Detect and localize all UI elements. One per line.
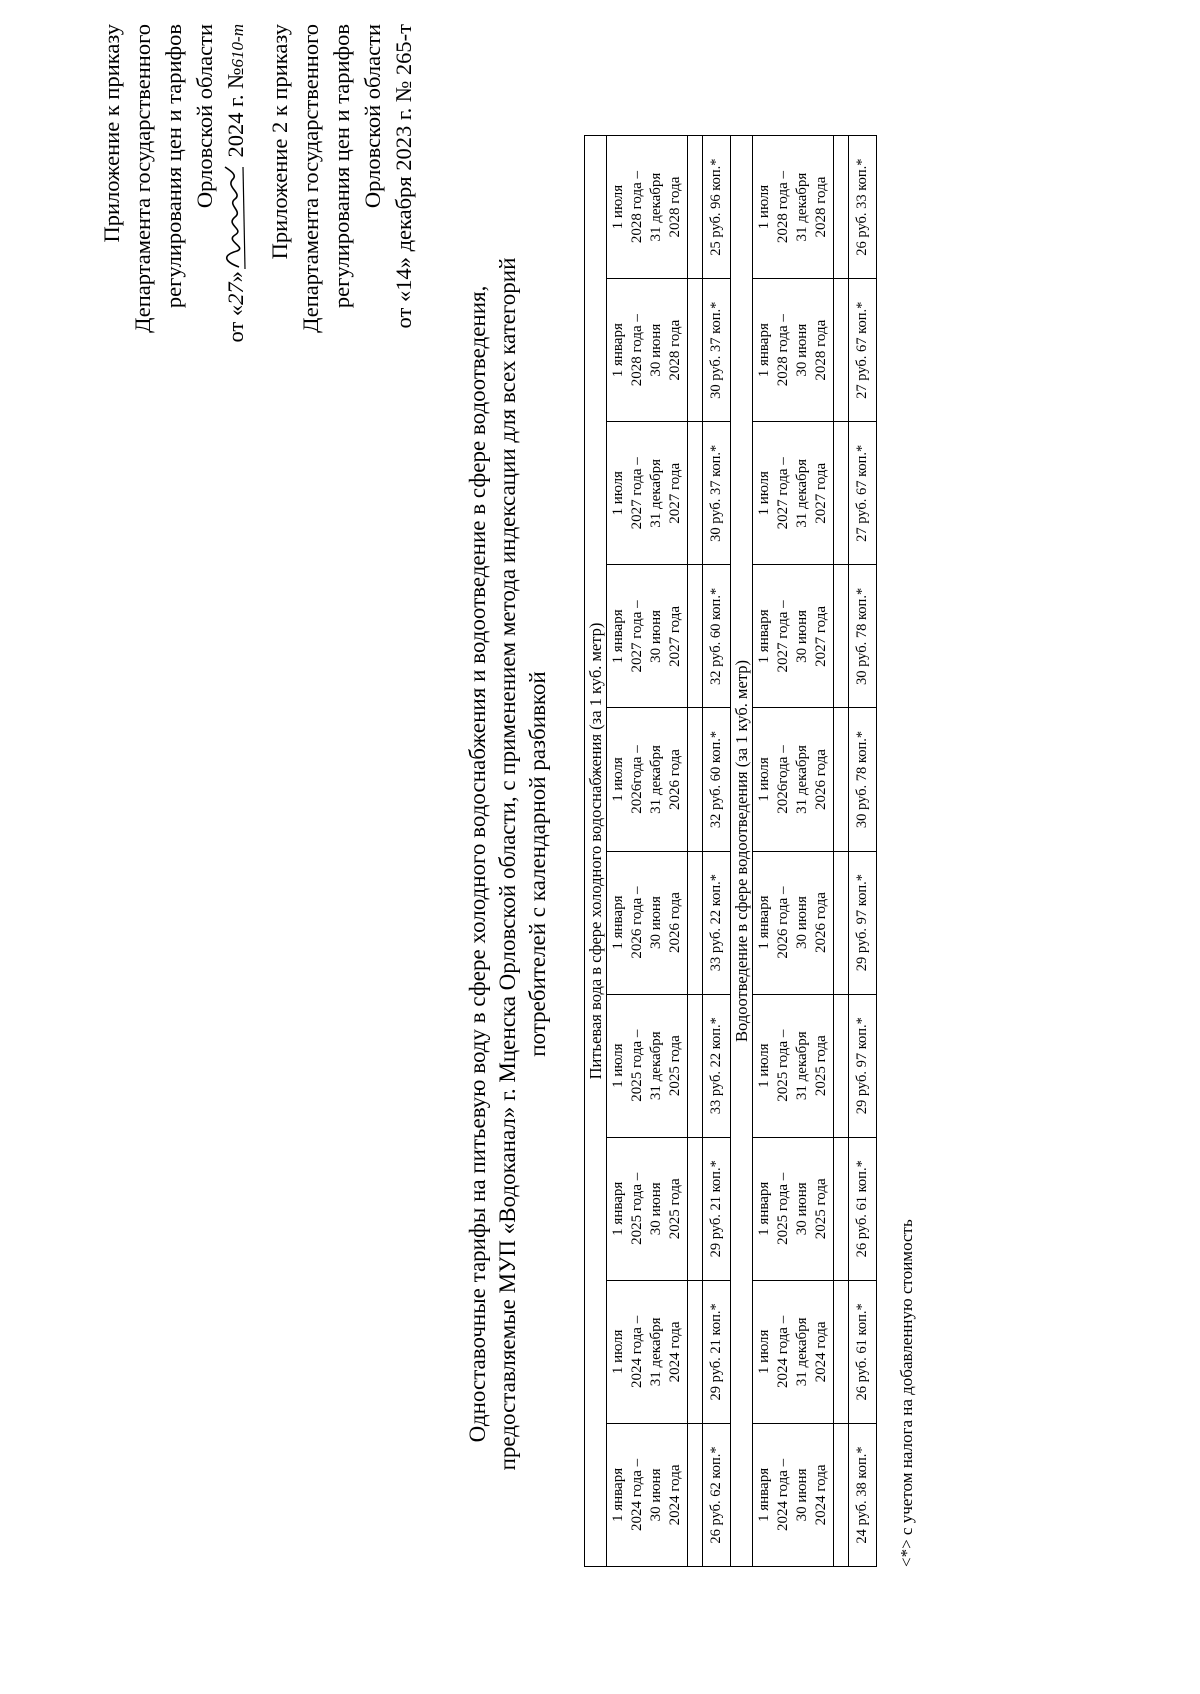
period-line: 1 июля <box>756 1043 772 1088</box>
spacer-cell <box>834 565 849 708</box>
period-cell <box>607 279 688 422</box>
period-line: 31 декабря <box>794 172 810 242</box>
price-cell: 32 руб. 60 коп.* <box>703 708 731 851</box>
price-cell: 26 руб. 61 коп.* <box>849 1280 877 1423</box>
price-cell: 27 руб. 67 коп.* <box>849 422 877 565</box>
spacer-cell <box>834 708 849 851</box>
header-line: регулирования цен и тарифов <box>329 24 354 309</box>
period-line: 30 июня <box>794 1182 810 1236</box>
price-cell: 27 руб. 67 коп.* <box>849 279 877 422</box>
title-line: Одноставочные тарифы на питьевую воду в сфере холодного водоснабжения и водоотведение в сфере водоотведения, <box>465 285 490 1443</box>
spacer-cell <box>688 708 703 851</box>
period-cell <box>753 994 834 1137</box>
period-cell <box>607 422 688 565</box>
period-cell <box>753 1280 834 1423</box>
period-cell <box>607 1137 688 1280</box>
period-line: 2025 года <box>813 1178 829 1240</box>
period-line: 2026 года <box>667 749 683 810</box>
period-line: 1 января <box>756 1181 772 1236</box>
period-line: 1 января <box>610 323 626 378</box>
period-cell <box>753 1137 834 1280</box>
period-line: 30 июня <box>794 323 810 377</box>
spacer-cell <box>688 1137 703 1280</box>
spacer-cell <box>834 422 849 565</box>
period-line: 31 декабря <box>648 1031 664 1101</box>
period-cell <box>753 422 834 565</box>
period-line: 1 января <box>756 323 772 378</box>
period-line: 1 июля <box>756 757 772 802</box>
period-line: 2024 года <box>667 1464 683 1526</box>
period-line: 1 июля <box>610 184 626 230</box>
period-cell <box>607 851 688 994</box>
period-line: 2026 года <box>667 892 683 954</box>
period-cell <box>753 851 834 994</box>
period-line: 2024 года – <box>629 1458 645 1532</box>
previous-order-header <box>264 24 419 444</box>
period-line: 2024 года <box>813 1464 829 1526</box>
period-line: 31 декабря <box>794 745 810 814</box>
price-row <box>849 136 877 1567</box>
period-line: 2024 года – <box>775 1315 791 1388</box>
price-cell: 29 руб. 21 коп.* <box>703 1137 731 1280</box>
spacer-cell <box>688 851 703 994</box>
handwritten-month <box>221 163 249 271</box>
period-line: 30 июня <box>794 1468 810 1522</box>
period-line: 2027 года <box>813 605 829 667</box>
period-line: 1 января <box>756 609 772 664</box>
price-cell: 30 руб. 37 коп.* <box>703 279 731 422</box>
period-line: 2025 года <box>813 1035 829 1097</box>
period-line: 2026 года <box>813 749 829 810</box>
price-cell: 26 руб. 33 коп.* <box>849 136 877 279</box>
period-line: 2028 года – <box>775 314 791 387</box>
period-line: 2025 года – <box>629 1029 645 1102</box>
spacer-row <box>834 136 849 1567</box>
period-cell <box>607 1280 688 1423</box>
period-line: 2028 года <box>667 319 683 381</box>
period-line: 1 июля <box>756 1329 772 1375</box>
spacer-cell <box>834 1423 849 1566</box>
period-line: 31 декабря <box>648 745 664 814</box>
period-line: 2028 года – <box>629 171 645 244</box>
period-line: 2027 года <box>667 605 683 667</box>
period-line: 2027 года – <box>629 457 645 530</box>
period-line: 1 июля <box>610 1329 626 1375</box>
price-cell: 33 руб. 22 коп.* <box>703 994 731 1137</box>
period-cell <box>607 565 688 708</box>
period-cell <box>607 1423 688 1566</box>
price-cell: 30 руб. 37 коп.* <box>703 422 731 565</box>
period-line: 2026года – <box>629 745 645 814</box>
period-line: 2028 года <box>667 176 683 238</box>
section-title: Водоотведение в сфере водоотведения (за 1 куб. метр) <box>731 136 753 1567</box>
period-cell <box>753 708 834 851</box>
period-line: 30 июня <box>648 609 664 663</box>
period-line: 2027 года <box>813 462 829 524</box>
period-line: 1 января <box>610 609 626 664</box>
period-line: 30 июня <box>648 323 664 377</box>
section-title: Питьевая вода в сфере холодного водоснабжения (за 1 куб. метр) <box>585 136 607 1567</box>
header-line: от «14» декабря 2023 г. № 265-т <box>391 24 416 329</box>
spacer-cell <box>688 565 703 708</box>
header-line: Департамента государственного <box>298 24 323 333</box>
period-line: 1 июля <box>610 471 626 516</box>
period-line: 31 декабря <box>648 458 664 528</box>
period-line: 2024 года – <box>775 1458 791 1532</box>
period-line: 1 января <box>610 895 626 950</box>
spacer-cell <box>688 1423 703 1566</box>
period-cell <box>607 136 688 279</box>
spacer-cell <box>834 994 849 1137</box>
period-line: 30 июня <box>648 896 664 950</box>
price-cell: 33 руб. 22 коп.* <box>703 851 731 994</box>
period-row <box>753 136 834 1567</box>
handwritten-number: 610-т <box>228 24 247 68</box>
title-line: потребителей с календарной разбивкой <box>525 671 550 1057</box>
period-line: 31 декабря <box>794 1317 810 1387</box>
period-cell <box>607 708 688 851</box>
spacer-cell <box>834 1280 849 1423</box>
period-cell <box>607 994 688 1137</box>
price-cell: 26 руб. 62 коп.* <box>703 1423 731 1566</box>
period-line: 1 января <box>610 1181 626 1236</box>
period-line: 30 июня <box>794 609 810 663</box>
period-row <box>607 136 688 1567</box>
period-line: 31 декабря <box>648 1317 664 1387</box>
period-line: 2025 года – <box>629 1172 645 1245</box>
footnote: <*> с учетом налога на добавленную стоимость <box>897 1219 916 1567</box>
period-line: 2026года – <box>775 745 791 814</box>
period-line: 31 декабря <box>794 458 810 528</box>
price-cell: 29 руб. 97 коп.* <box>849 851 877 994</box>
header-line: Орловской области <box>360 24 385 209</box>
spacer-cell <box>688 422 703 565</box>
period-line: 2027 года <box>667 462 683 524</box>
header-date-line: от «27» 2024 г. №610-т <box>223 24 248 343</box>
period-line: 2025 года <box>667 1178 683 1240</box>
period-line: 2027 года – <box>775 600 791 673</box>
period-cell <box>753 1423 834 1566</box>
price-cell: 30 руб. 78 коп.* <box>849 708 877 851</box>
price-cell: 24 руб. 38 коп.* <box>849 1423 877 1566</box>
price-row <box>703 136 731 1567</box>
spacer-cell <box>834 279 849 422</box>
spacer-cell <box>688 1280 703 1423</box>
tariff-table <box>584 135 877 1567</box>
section-title-row <box>585 136 607 1567</box>
header-line: Орловской области <box>192 24 217 209</box>
period-line: 2027 года – <box>629 600 645 673</box>
section-title-row <box>731 136 753 1567</box>
period-line: 2024 года – <box>629 1315 645 1388</box>
period-line: 1 января <box>756 895 772 950</box>
spacer-cell <box>834 851 849 994</box>
price-cell: 26 руб. 61 коп.* <box>849 1137 877 1280</box>
spacer-cell <box>834 1137 849 1280</box>
period-line: 2024 года <box>667 1321 683 1383</box>
price-cell: 30 руб. 78 коп.* <box>849 565 877 708</box>
header-line: Приложение к приказу <box>99 24 124 243</box>
price-cell: 29 руб. 21 коп.* <box>703 1280 731 1423</box>
period-line: 1 января <box>610 1467 626 1523</box>
header-line: регулирования цен и тарифов <box>161 24 186 309</box>
period-line: 2028 года – <box>629 314 645 387</box>
period-cell <box>753 136 834 279</box>
price-cell: 32 руб. 60 коп.* <box>703 565 731 708</box>
period-line: 2027 года – <box>775 457 791 530</box>
spacer-cell <box>688 136 703 279</box>
period-line: 1 июля <box>610 1043 626 1088</box>
period-line: 31 декабря <box>794 1031 810 1101</box>
document-title <box>463 154 553 1574</box>
spacer-cell <box>688 994 703 1137</box>
period-cell <box>753 565 834 708</box>
period-line: 2026 года – <box>775 886 791 959</box>
period-line: 30 июня <box>794 896 810 950</box>
period-line: 30 июня <box>648 1468 664 1522</box>
price-cell: 29 руб. 97 коп.* <box>849 994 877 1137</box>
period-line: 2028 года <box>813 319 829 381</box>
period-line: 2024 года <box>813 1321 829 1383</box>
price-cell: 25 руб. 96 коп.* <box>703 136 731 279</box>
period-line: 1 июля <box>756 471 772 516</box>
spacer-row <box>688 136 703 1567</box>
period-cell <box>753 279 834 422</box>
period-line: 1 июля <box>610 757 626 802</box>
title-line: предоставляемые МУП «Водоканал» г. Мценска Орловской области, с применением метода индексации для всех категорий <box>495 257 520 1471</box>
period-line: 2028 года <box>813 176 829 238</box>
period-line: 2025 года – <box>775 1029 791 1102</box>
period-line: 31 декабря <box>648 172 664 242</box>
period-line: 1 января <box>756 1467 772 1523</box>
period-line: 1 июля <box>756 184 772 230</box>
period-line: 2026 года – <box>629 886 645 959</box>
period-line: 30 июня <box>648 1182 664 1236</box>
period-line: 2028 года – <box>775 171 791 244</box>
approval-header <box>96 24 253 444</box>
period-line: 2025 года <box>667 1035 683 1097</box>
header-line: Департамента государственного <box>130 24 155 333</box>
spacer-cell <box>834 136 849 279</box>
spacer-cell <box>688 279 703 422</box>
header-line: Приложение 2 к приказу <box>267 24 292 260</box>
period-line: 2025 года – <box>775 1172 791 1245</box>
handwritten-day: 27 <box>223 282 248 305</box>
period-line: 2026 года <box>813 892 829 954</box>
